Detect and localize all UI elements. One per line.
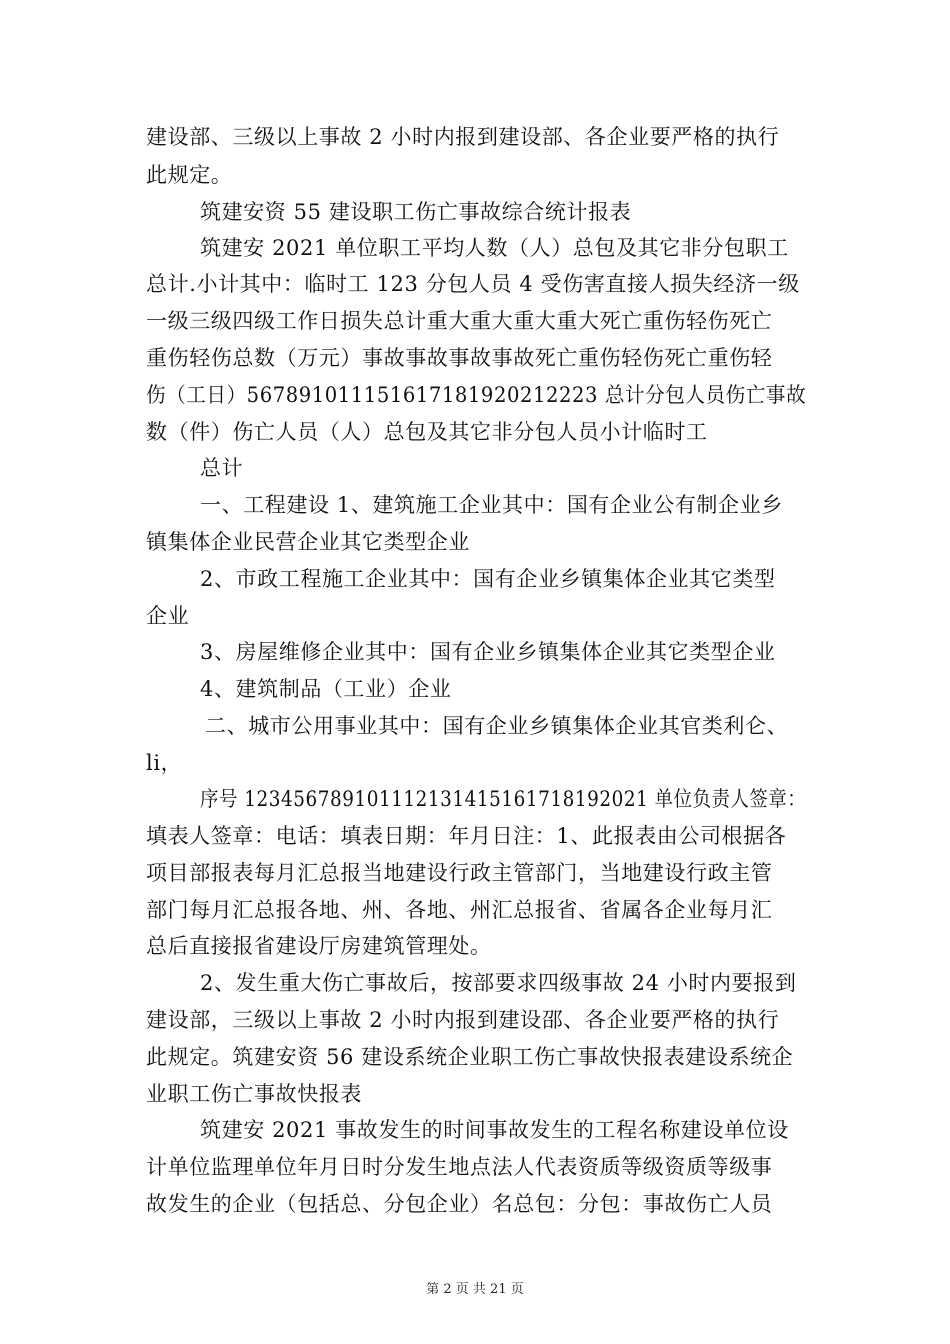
text-line: 3、房屋维修企业其中：国有企业乡镇集体企业其它类型企业 [200, 640, 776, 664]
text-line: 此规定。筑建安资 56 建设系统企业职工伤亡事故快报表建设系统企 [146, 1045, 794, 1069]
text-line: 一级三级四级工作日损失总计重大重大重大重大死亡重伤轻伤死亡 [146, 309, 773, 333]
text-line: 计单位监理单位年月日时分发生地点法人代表资质等级资质等级事 [146, 1155, 773, 1179]
text-line: 4、建筑制品（工业）企业 [200, 677, 452, 701]
text-line: 筑建安 2021 事故发生的时间事故发生的工程名称建设单位设 [200, 1118, 789, 1142]
text-line: 伤（工日）5678910111516171819202122​23 总计分包人员伤亡事故 [146, 383, 807, 407]
text-line: 业职工伤亡事故快报表 [146, 1082, 362, 1106]
text-line: 总计.小计其中：临时工 123 分包人员 4 受伤害直接人损失经济一级 [146, 272, 800, 296]
text-line: 建设部，三级以上事故 2 小时内报到建设邵、各企业要严格的执行 [146, 1008, 780, 1032]
text-line: 总后直接报省建设厅房建筑管理处。 [146, 934, 492, 958]
text-line: 建设部、三级以上事故 2 小时内报到建设部、各企业要严格的执行 [146, 125, 780, 149]
page-number: 第 2 页 共 21 页 [426, 1282, 524, 1297]
text-line: 项目部报表每月汇总报当地建设行政主管部门，当地建设行政主管 [146, 861, 773, 885]
text-line: 部门每月汇总报各地、州、各地、州汇总报省、省属各企业每月汇 [146, 898, 773, 922]
text-line: 筑建安资 55 建设职工伤亡事故综合统计报表 [200, 200, 632, 224]
text-line: 故发生的企业（包括总、分包企业）名总包：分包：事故伤亡人员 [146, 1192, 773, 1216]
text-line: 镇集体企业民营企业其它类型企业 [146, 530, 470, 554]
text-line: 二、城市公用事业其中：国有企业乡镇集体企业其官类利仑、 [205, 714, 789, 738]
text-line: 2、发生重大伤亡事故后，按部要求四级事故 24 小时内要报到 [200, 971, 797, 995]
text-line: 填表人签章：电话：填表日期：年月日注：1、此报表由公司根据各 [146, 824, 787, 848]
text-line: li， [146, 751, 183, 775]
text-line: 一、工程建设 1、建筑施工企业其中：国有企业公有制企业乡 [200, 493, 783, 517]
text-line: 2、市政工程施工企业其中：国有企业乡镇集体企业其它类型 [200, 567, 776, 591]
text-line: 重伤轻伤总数（万元）事故事故事故事故死亡重伤轻伤死亡重伤轻 [146, 346, 773, 370]
text-line: 筑建安 2021 单位职工平均人数（人）总包及其它非分包职工 [200, 236, 789, 260]
page-footer [0, 1282, 950, 1298]
text-line: 数（件）伤亡人员（人）总包及其它非分包人员小计临时工 [146, 420, 708, 444]
text-line: 总计 [200, 456, 244, 480]
text-line: 序号 123456789101112131415161718192021 单位负责人签章： [200, 787, 807, 811]
text-line: 企业 [146, 604, 190, 628]
text-line: 此规定。 [146, 163, 233, 187]
